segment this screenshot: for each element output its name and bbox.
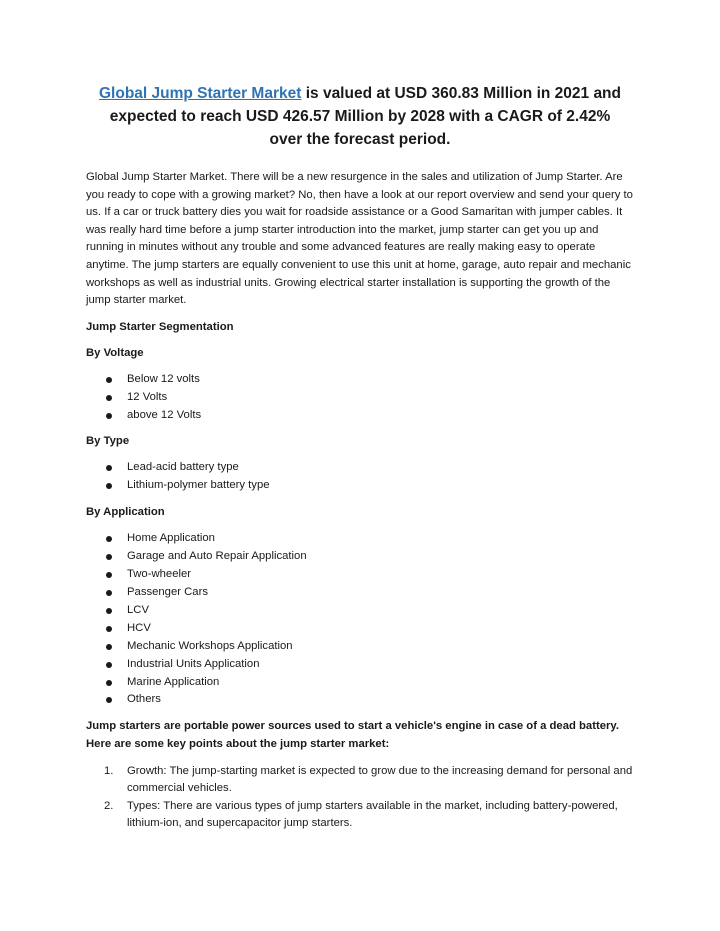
key-point-item [86,763,634,798]
list-item: above 12 Volts [86,407,634,425]
list-item: 12 Volts [86,389,634,407]
by-application-heading: By Application [86,506,165,519]
type-list [86,459,634,495]
list-item: Passenger Cars [86,584,634,602]
headline [92,82,628,151]
headline-text: is valued at USD 360.83 Million in 2021 and expected to reach USD 426.57 Million by 2028 with a CAGR of 2.42% over the forecast period. [109,85,621,148]
list-item: Below 12 volts [86,371,634,389]
list-item: HCV [86,620,634,638]
key-point-text: Types: There are various types of jump starters available in the market, including battery-powered, lithium-ion, and supercapacitor jump starters. [127,799,618,830]
list-item: Mechanic Workshops Application [86,638,634,656]
application-list [86,530,634,709]
by-voltage-heading: By Voltage [86,346,144,359]
intro-paragraph: Global Jump Starter Market. There will be a new resurgence in the sales and utilization of Jump Starter. Are you ready to cope with a growing market? No, then have a look at our report overview and send your query to us. If a car or truck battery dies you wait for roadside assistance or a Good Samaritan with jumper cables. It was really hard time before a jump starter introduction into the market, jump starter can get you up and running in minutes without any trouble and some advanced features are really making easy to operate anytime. The jump starters are equally convenient to use this unit at home, garage, auto repair and mechanic workshops as well as industrial units. Growing electrical starter installation is supporting the growth of the jump starter market. [86,171,633,307]
key-points-list [86,763,634,833]
key-point-item [86,798,634,833]
key-point-text: Growth: The jump-starting market is expected to grow due to the increasing demand for personal and commercial vehicles. [127,764,633,795]
list-item: Others [86,691,634,709]
list-number: 1. [104,764,114,777]
list-item: Two-wheeler [86,566,634,584]
by-type-heading: By Type [86,435,130,448]
segmentation-heading: Jump Starter Segmentation [86,320,234,333]
voltage-list [86,371,634,425]
list-number: 2. [104,799,114,812]
list-item: Marine Application [86,674,634,692]
list-item: LCV [86,602,634,620]
list-item: Industrial Units Application [86,656,634,674]
list-item: Lead-acid battery type [86,459,634,477]
list-item: Garage and Auto Repair Application [86,548,634,566]
list-item: Lithium-polymer battery type [86,477,634,495]
market-link[interactable]: Global Jump Starter Market [98,85,302,102]
key-points-intro: Jump starters are portable power sources used to start a vehicle's engine in case of a dead battery. Here are some key points about the jump starter market: [86,720,619,750]
list-item: Home Application [86,530,634,548]
